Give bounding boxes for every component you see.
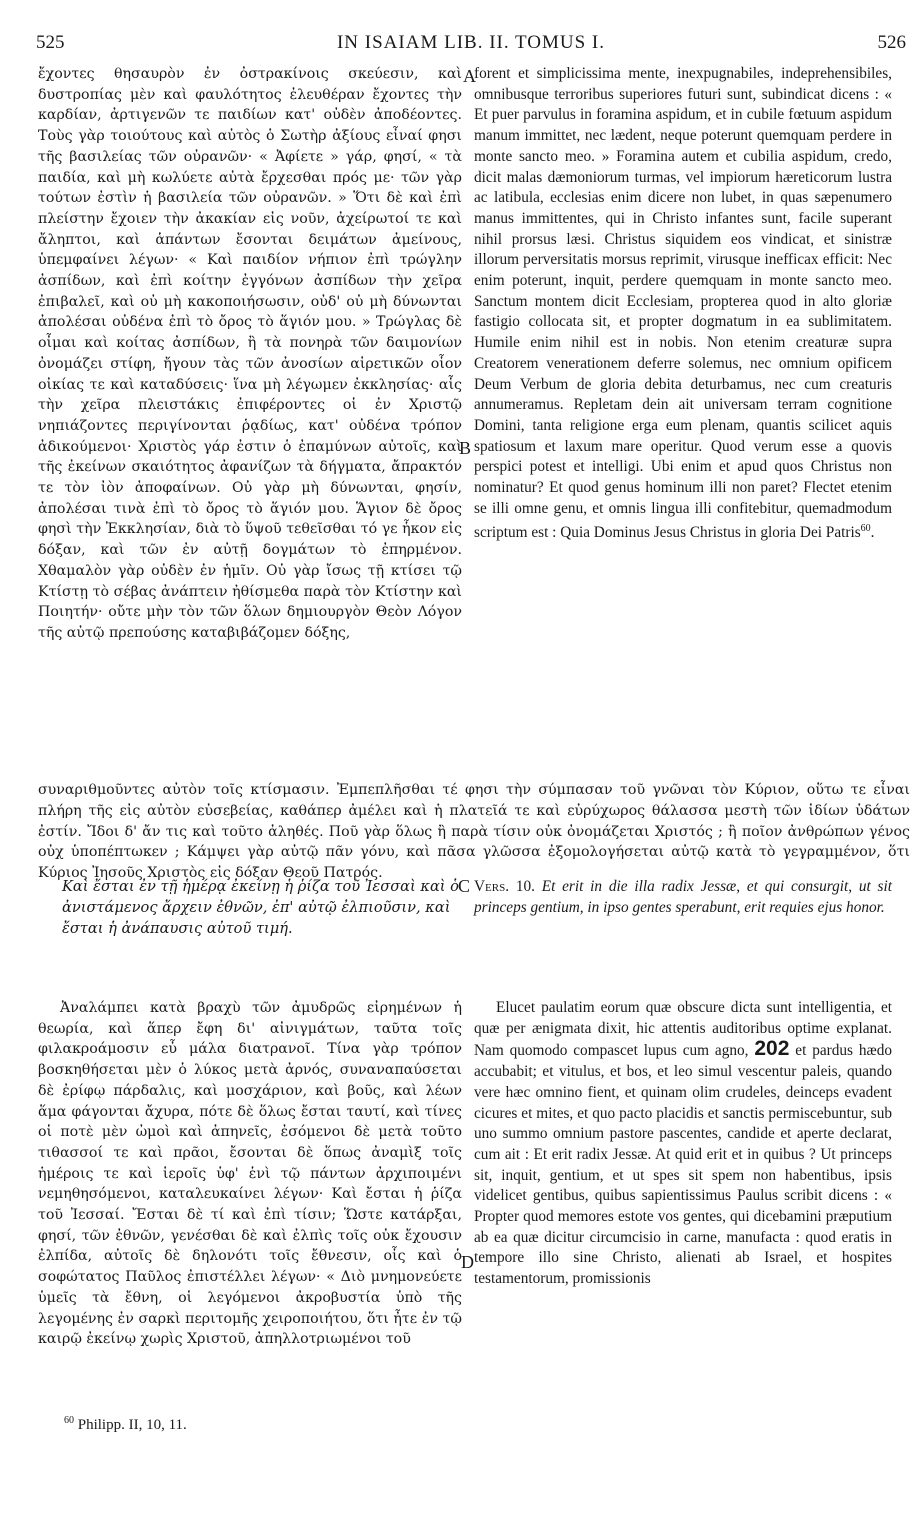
footnote-number: 60 (64, 1415, 74, 1426)
page-number-left: 525 (36, 32, 65, 53)
greek-full-text: συναριθμοῦντες αὐτὸν τοῖς κτίσμασιν. Ἐμπεπλῆσθαι τέ φησι τὴν σύμπασαν τοῦ γνῶναι τὸν Κύριον, οὕτω τε εἶναι πλήρη τῆς εἰς αὐτὸν εὐσεβείας, καθάπερ ἀμέλει καὶ ἡ πλατεῖά τε καὶ εὐρύχωρος θάλασσα μεστὴ τῶν ἰδίων ὑδάτων ἐστίν. Ἴδοι δ' ἄν τις καὶ τοῦτο ἀληθές. Ποῦ γὰρ ὅλως ἢ παρὰ τίσιν οὐκ ὀνομάζεται Χριστός ; ἢ ποῖον ἀνθρώπων γένος οὐχ ὑποπέπτωκεν ; Κάμψει γὰρ αὐτῷ πᾶν γόνυ, καὶ πᾶσα γλῶσσα ἐξομολογήσεται αὐτῷ κατὰ τὸ γεγραμμένον, ὅτι Κύριος Ἰησοῦς Χριστὸς εἰς δόξαν Θεοῦ Πατρός. (38, 782, 910, 882)
greek-paragraph-2: Ἀναλάμπει κατὰ βραχὺ τῶν ἀμυδρῶς εἰρημένων ἡ θεωρία, καὶ ἅπερ ἔφη δι' αἰνιγμάτων, ταῦτα τοῖς φιλακροάμοσιν εὖ μάλα διατρανοῖ. Τίνα γὰρ τρόπον βοσκηθήσεται μὲν ὁ λύκος μετὰ ἀρνός, συναναπαύσεται δὲ ἐρίφῳ πάρδαλις, καὶ μοσχάριον, καὶ βοῦς, καὶ λέων ἅμα φάγονται ἄχυρα, πότε δὲ ὅλως ἔσται ταυτί, καὶ τίνες οἱ ποτὲ μὲν ὠμοὶ καὶ ἀπηνεῖς, ἐσόμενοι δὲ μετὰ τοῦτο τιθασσοί τε καὶ πρᾶοι, ἔσονται δὲ ὅπως ἀναμὶξ τοῖς ἡμέροις τε καὶ ἱεροῖς ὑφ' ἑνὶ τῷ πάντων ἀρχιποιμένι νεμηθησόμενοι, καταλευκαίνει λέγων· Καὶ ἔσται ἡ ῥίζα τοῦ Ἰεσσαί. Ἔσται δὲ τί καὶ ἐπὶ τίσιν; Ὥστε κατάρξαι, φησί, τῶν ἐθνῶν, γενέσθαι δὲ καὶ ἐλπὶς τοῖς οὐκ ἔχουσιν ἐλπίδα, αὐτοῖς δὲ δηλονότι τοῖς ἔθνεσιν, οἷς καὶ ὁ σοφώτατος Παῦλος ἐπιστέλλει λέγων· « Διὸ μνημονεύετε ὑμεῖς τὰ ἔθνη, οἱ λεγόμενοι ἀκροβυστία ὑπὸ τῆς λεγομένης ἐν σαρκὶ περιτομῆς χειροποιήτου, ὅτι ἦτε ἐν τῷ καιρῷ ἐκείνῳ χωρὶς Χριστοῦ, ἀπηλλοτριωμένοι τοῦ (38, 1000, 462, 1348)
latin-paragraph-2a: Elucet paulatim eorum quæ obscure dicta sunt intelligentia, et quæ per ænigmata dixit, hic attentis auditoribus optime explanat. Nam quomodo compascet lupus cum agno, (474, 999, 892, 1060)
greek-column-top (38, 64, 462, 644)
verse-greek-text: Καὶ ἔσται ἐν τῇ ἡμέρᾳ ἐκείνῃ ἡ ῥίζα τοῦ Ἰεσσαὶ καὶ ὁ ἀνιστάμενος ἄρχειν ἐθνῶν, ἐπ' αὐτῷ ἐλπιοῦσιν, καὶ ἔσται ἡ ἀνάπαυσις αὐτοῦ τιμή. (62, 878, 459, 937)
verse-latin (474, 876, 892, 918)
verse-greek (62, 876, 462, 939)
latin-paragraph-text: forent et simplicissima mente, inexpugnabiles, indeprehensibiles, omnibusque terroribus superiores futuri sunt, subindicat dicens : « Et puer parvulus in foramina aspidum, et in cubile fœtuum aspidum manum immittet, nec lædent, neque poterunt quemquam perdere in monte sancto meo. » Foramina autem et cubilia aspidum, credo, dicit malas dæmoniorum turmas, vel impiorum hæreticorum lustra ac latibula, ecclesias enim dicere non lubet, in quas sæpenumero manus immittentes, qui in Christo infantes sunt, facile superant nihil prorsus læsi. Christus siquidem eos vindicat, et sinistræ illorum perversitatis morsus reprimit, virusque inefficax efficit: Nec enim poterunt, inquit, perdere quemquam in monte sancto meo. Sanctum montem dicit Ecclesiam, propterea quod in alto gloriæ fastigio collocata sit, et propter dogmatum in ea sublimitatem. Humile enim nihil est in nobis. Non etenim creaturæ supra Creatorem venerationem deferre solemus, nec omnium opificem Deum Verbum de gloria debita deturbamus, nec cum creaturis annumeramus. Repletam dein ait universam terram cognitione Domini, tanta religione erga eum plenam, quantis scilicet aquis spatiosum et laxum mare operitur. Quod verum esse a quovis perspici potest et intelligi. Ubi enim et apud quos Christus non nominatur? Et quod genus hominum illi non paret? Flectet etenim se illi omne genu, et omnis lingua illi confitebitur, quemadmodum scriptum est : Quia Dominus Jesus Christus in gloria Dei Patris (474, 65, 892, 542)
running-header (36, 32, 906, 56)
footnote-text: Philipp. II, 10, 11. (77, 1417, 187, 1433)
latin-paragraph: forent et simplicissima mente, inexpugnabiles, indeprehensibiles, omnibusque terroribus superiores futuri sunt, subindicat dicens : « Et puer parvulus in foramina aspidum, et in cubile fœtuum aspidum manum immittet, nec lædent, neque poterunt quemquam perdere in monte sancto meo. » Foramina autem et cubilia aspidum, credo, dicit malas dæmoniorum turmas, vel impiorum hæreticorum lustra ac latibula, ecclesias enim dicere non lubet, in quas sæpenumero manus immittentes, qui in Christo infantes sunt, facile superant nihil prorsus læsi. Christus siquidem eos vindicat, et sinistræ illorum perversitatis morsus reprimit, virusque inefficax efficit: Nec enim poterunt, inquit, perdere quemquam in monte sancto meo. Sanctum montem dicit Ecclesiam, propterea quod in alto gloriæ fastigio collocata sit, et propter dogmatum in ea sublimitatem. Humile enim nihil est in nobis. Non etenim creaturæ supra Creatorem venerationem deferre solemus, nec omnium opificem Deum Verbum de gloria debita deturbamus, nec cum creaturis annumeramus. Repletam dein ait universam terram cognitione Domini, tanta religione erga eum plenam, quantis scilicet aquis spatiosum et laxum mare operitur. Quod verum esse a quovis perspici potest et intelligi. Ubi enim et apud quos Christus non nominatur? Et quod genus hominum illi non paret? Flectet etenim se illi omne genu, et omnis lingua illi confitebitur, quemadmodum scriptum est : Quia Dominus Jesus Christus in gloria Dei Patris$^{60}$. (474, 65, 892, 542)
verse-latin-text: Et erit in die illa radix Jessæ, et qui consurgit, ut sit princeps gentium, in ipso gentes sperabunt, erit requies ejus honor. (474, 878, 892, 916)
column-number: 202 (754, 1037, 790, 1061)
latin-column-top (474, 64, 892, 544)
greek-paragraph: ἔχοντες θησαυρὸν ἐν ὀστρακίνοις σκεύεσιν, καὶ δυστροπίας μὲν καὶ φαυλότητος ἐλευθέραν ἔχοντες τὴν καρδίαν, ἀρτιγενῶν τε παιδίων κατ' οὐδὲν ἀποδέοντες. Τοὺς γὰρ τοιούτους καὶ αὐτὸς ὁ Σωτὴρ ἀξίους εἶναί φησι τῆς βασιλείας τῶν οὐρανῶν· « Ἀφίετε » γάρ, φησί, « τὰ παιδία, καὶ μὴ κωλύετε αὐτὰ ἔρχεσθαι πρός με· τῶν γὰρ τούτων ἐστὶν ἡ βασιλεία τῶν οὐρανῶν. » Ὅτι δὲ καὶ ἐπὶ πλείστην ἔχοιεν τὴν ἀκακίαν εἰς νοῦν, ἀχείρωτοί τε καὶ ἄληπτοι, καὶ ἁπάντων ἔσονται δειμάτων ἀμείνους, ὑπεμφαίνει λέγων· « Καὶ παιδίον νήπιον ἐπὶ τρώγλην ἀσπίδων, καὶ ἐπὶ κοίτην ἐγγόνων ἀσπίδων τὴν χεῖρα ἐπιβαλεῖ, καὶ οὐ μὴ κακοποιήσωσιν, οὐδ' οὐ μὴ δύνωνται ἀπολέσαι οὐδένα ἐπὶ τὸ ὄρος τὸ ἅγιόν μου. » Τρώγλας δὲ οἶμαι καὶ κοίτας ἀσπίδων, ἢ τὰ πονηρὰ τῶν δαιμονίων ὀνομάζει στίφη, ἤγουν τὰς τῶν ἀνοσίων αἱρετικῶν οἷον οἰκίας τε καὶ καταδύσεις· ἵνα μὴ λέγωμεν ἐκκλησίας· αἷς τὴν χεῖρα πλειστάκις ἐπιφέροντες οἱ ἐν Χριστῷ νηπιάζοντες περιγίνονται ῥᾳδίως, κατ' οὐδένα τρόπον ἀδικούμενοι· Χριστὸς γάρ ἐστιν ὁ ἐπαμύνων αὐτοῖς, καὶ τῆς ἐκείνων σκαιότητος ἀφανίζων τὰ δήγματα, ἄπρακτόν τε τὸν ἰὸν ἀποφαίνων. Οὐ γὰρ μὴ δύνωνται, φησίν, ἀπολέσαι τινὰ ἐπὶ τὸ ὄρος τὸ ἅγιόν μου. Ἅγιον δὲ ὄρος φησὶ τὴν Ἐκκλησίαν, διὰ τὸ ὕψοῦ τεθεῖσθαι τό γε ἧκον εἰς δόξαν, καὶ τῶν ἐν αὐτῇ δογμάτων τὸ ἐπηρμένον. Χθαμαλὸν γὰρ οὐδὲν ἐν ἡμῖν. Οὐ γὰρ ἴσως τῇ κτίσει τῷ Κτίστῃ τὸ σέβας ἀνάπτειν ἠθίσμεθα παρὰ τὸν Κτίστην καὶ Ποιητήν· οὔτε μὴν τὸν τῶν ὅλων δημιουργὸν Θεὸν Λόγον τῆς αὐτῷ πρεπούσης καταβιβάζομεν δόξης, (38, 66, 462, 641)
running-title: IN ISAIAM LIB. II. TOMUS I. (336, 32, 606, 53)
greek-full-width-paragraph (38, 780, 910, 884)
footnote (64, 1415, 187, 1434)
latin-paragraph-2b: et pardus hædo accubabit; et vitulus, et bos, et leo simul vescentur paleis, quando vere hæc omnino fient, et quinam olim crudeles, deinceps evadent cicures et mites, et quo pacto placidis et sanctis permiscebuntur, sub uno summo omnium pastore pascentes, candide et aperte declarat, cum ait : Et erit radix Jessæ. At quid erit et in quibus ? Ut princeps sit, inquit, gentium, et ut spes sit spem non habentibus, ipsis videlicet gentibus, quibus sapientissimus Paulus scribit dicens : « Propter quod memores estote vos gentes, qui dicebamini præputium ab ea quæ dicitur circumcisio in carne, manufacta : quod eratis in tempore illo sine Christo, alienati ab Israel, et hospites testamentorum, promissionis (474, 1042, 892, 1288)
latin-column-bottom (474, 998, 892, 1290)
margin-marker-c: C (458, 876, 471, 896)
greek-column-bottom (38, 998, 462, 1350)
footnote-ref: 60 (860, 523, 871, 535)
verse-label: Vers. 10. (474, 878, 535, 895)
margin-marker-a: A (463, 66, 476, 86)
margin-marker-d: D (461, 1252, 474, 1272)
latin-paragraph-2 (474, 998, 892, 1290)
page-number-right: 526 (877, 32, 906, 53)
margin-marker-b: B (459, 438, 472, 458)
